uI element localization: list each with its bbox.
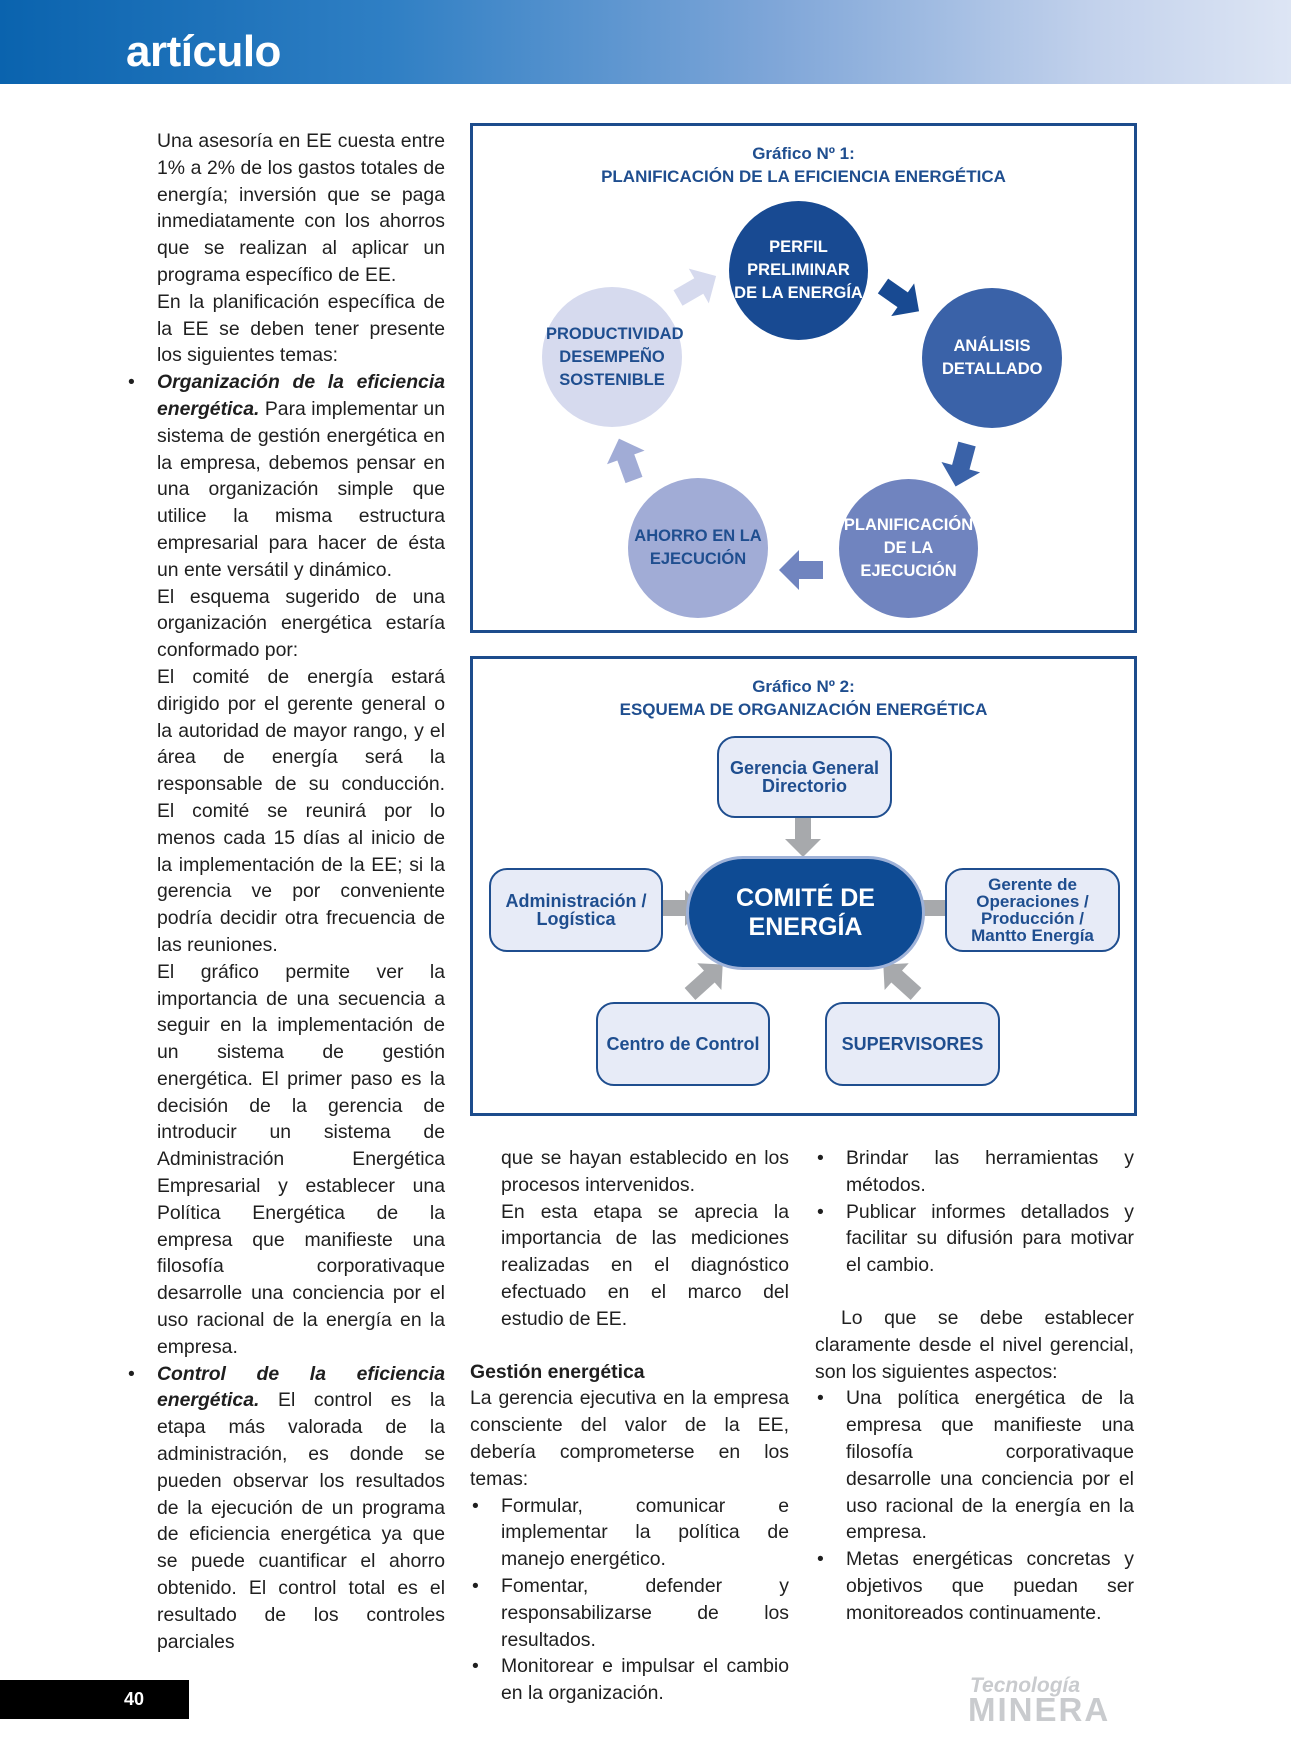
list-item: • Formular, comunicar e implementar la política de manejo energético.	[472, 1494, 789, 1571]
bullet-icon: •	[817, 1147, 824, 1169]
figure-organization-scheme	[470, 656, 1137, 1116]
bullet-icon: •	[472, 1494, 479, 1517]
step-planning: PLANIFICACIÓN DE LA EJECUCIÓN	[839, 479, 978, 618]
step-productivity: PRODUCTIVIDAD DESEMPEÑO SOSTENIBLE	[542, 287, 682, 427]
list-item: • Publicar informes detallados y facilitar su difusión para motivar el cambio.	[817, 1200, 1134, 1277]
list-item: • Metas energéticas concretas y objetivos que puedan ser monitoreados continuamente.	[817, 1548, 1134, 1624]
arrow-icon	[779, 550, 823, 590]
figure-caption: ESQUEMA DE ORGANIZACIÓN ENERGÉTICA	[619, 700, 988, 719]
column-right	[815, 1145, 1134, 1627]
item-text: El control es la etapa más valorada de la administración, es donde se pueden observar los resultados de la ejecución de un programa de eficiencia energética ya que se puede cuantificar el ahorro obtenido. El control total es el resultado de los controles parciales	[157, 1389, 445, 1653]
step-analysis: ANÁLISIS DETALLADO	[922, 288, 1062, 428]
figure-number: Gráfico Nº 1:	[752, 144, 855, 163]
list-item: • Brindar las herramientas y métodos.	[817, 1147, 1134, 1196]
bullet-icon: •	[128, 371, 135, 394]
paragraph: El esquema sugerido de una organización energética estaría conformado por:	[157, 585, 445, 662]
list-item	[128, 369, 445, 583]
page-number: 40	[124, 1689, 145, 1709]
bullet-icon: •	[817, 1387, 824, 1410]
node-general-management: Gerencia General Directorio	[717, 736, 892, 818]
list-item	[128, 1361, 445, 1656]
figure-planning-cycle	[470, 123, 1137, 633]
arrow-icon	[936, 439, 986, 492]
bullet-list	[815, 1145, 1134, 1279]
node-control-center: Centro de Control	[596, 1002, 770, 1086]
bullet-list	[815, 1385, 1134, 1626]
figure-caption: PLANIFICACIÓN DE LA EFICIENCIA ENERGÉTICA	[601, 167, 1006, 186]
logo-line1: Tecnología	[970, 1674, 1081, 1697]
paragraph: Lo que se debe establecer claramente desde el nivel gerencial, son los siguientes aspectos:	[815, 1306, 1134, 1383]
bullet-icon: •	[472, 1655, 479, 1678]
node-energy-committee: COMITÉ DE ENERGÍA	[686, 856, 925, 970]
node-supervisors: SUPERVISORES	[825, 1002, 1000, 1086]
figure-number: Gráfico Nº 2:	[752, 677, 855, 696]
bullet-list	[128, 369, 445, 583]
item-title: Control de la eficiencia energética.	[157, 1362, 445, 1412]
item-title: Organización de la eficiencia energética.	[157, 371, 445, 420]
list-item: • Monitorear e impulsar el cambio en la organización.	[472, 1655, 789, 1705]
arrow-icon	[668, 259, 726, 316]
bullet-icon: •	[128, 1362, 135, 1385]
node-administration: Administración / Logística	[489, 868, 663, 952]
paragraph: El gráfico permite ver la importancia de una secuencia a seguir en la implementación de un sistema de gestión energética. El primer paso es la decisión de la gerencia de introducir un sistema de Administración Energética Empresarial y establecer una Política Energética de la empresa que manifieste una filosofía corporativaque desarrolle una conciencia por el uso racional de la energía en la empresa.	[157, 960, 445, 1358]
paragraph: El comité de energía estará dirigido por el gerente general o la autoridad de mayor rango, y el área de energía será la responsable de su conducción. El comité se reunirá por lo menos cada 15 días al inicio de la implementación de la EE; si la gerencia ve por conveniente podría decidir otra frecuencia de las reuniones.	[157, 665, 445, 956]
arrow-icon	[872, 270, 931, 328]
paragraph: que se hayan establecido en los procesos intervenidos.	[501, 1147, 789, 1196]
step-profile: PERFIL PRELIMINAR DE LA ENERGÍA	[729, 201, 868, 340]
bullet-icon: •	[817, 1200, 824, 1223]
list-item: • Fomentar, defender y responsabilizarse de los resultados.	[472, 1574, 789, 1651]
paragraph: En esta etapa se aprecia la importancia de las mediciones realizadas en el diagnóstico efectuado en el marco del estudio de EE.	[501, 1200, 789, 1330]
list-item: • Una política energética de la empresa que manifieste una filosofía corporativaque desarrolle una conciencia por el uso racional de la energía en la empresa.	[817, 1387, 1134, 1544]
bullet-icon: •	[472, 1574, 479, 1597]
arrow-icon	[785, 813, 821, 857]
bullet-list	[128, 1361, 445, 1656]
node-operations-manager: Gerente de Operaciones / Producción / Mantto Energía	[945, 868, 1120, 952]
paragraph: La gerencia ejecutiva en la empresa consciente del valor de la EE, debería comprometerse en los temas:	[470, 1387, 789, 1490]
step-savings: AHORRO EN LA EJECUCIÓN	[628, 478, 768, 618]
bullet-list	[470, 1493, 789, 1707]
magazine-logo	[968, 1674, 1138, 1728]
page-number-bar	[0, 1680, 189, 1719]
section-title: artículo	[126, 27, 281, 76]
bullet-icon: •	[817, 1548, 824, 1571]
paragraph: Una asesoría en EE cuesta entre 1% a 2% de los gastos totales de energía; inversión que se paga inmediatamente con los ahorros que se realizan al aplicar un programa específico de EE.	[157, 130, 445, 286]
logo-line2: MINERA	[968, 1691, 1111, 1728]
column-left	[128, 128, 445, 1655]
section-heading: Gestión energética	[470, 1360, 645, 1383]
item-text: Para implementar un sistema de gestión energética en la empresa, debemos pensar en una organización simple que utilice la misma estructura empresarial para hacer de ésta un ente versátil y dinámico.	[157, 397, 445, 581]
arrow-icon	[600, 432, 653, 487]
column-middle	[470, 1145, 789, 1707]
paragraph: En la planificación específica de la EE se deben tener presente los siguientes temas:	[157, 290, 445, 367]
